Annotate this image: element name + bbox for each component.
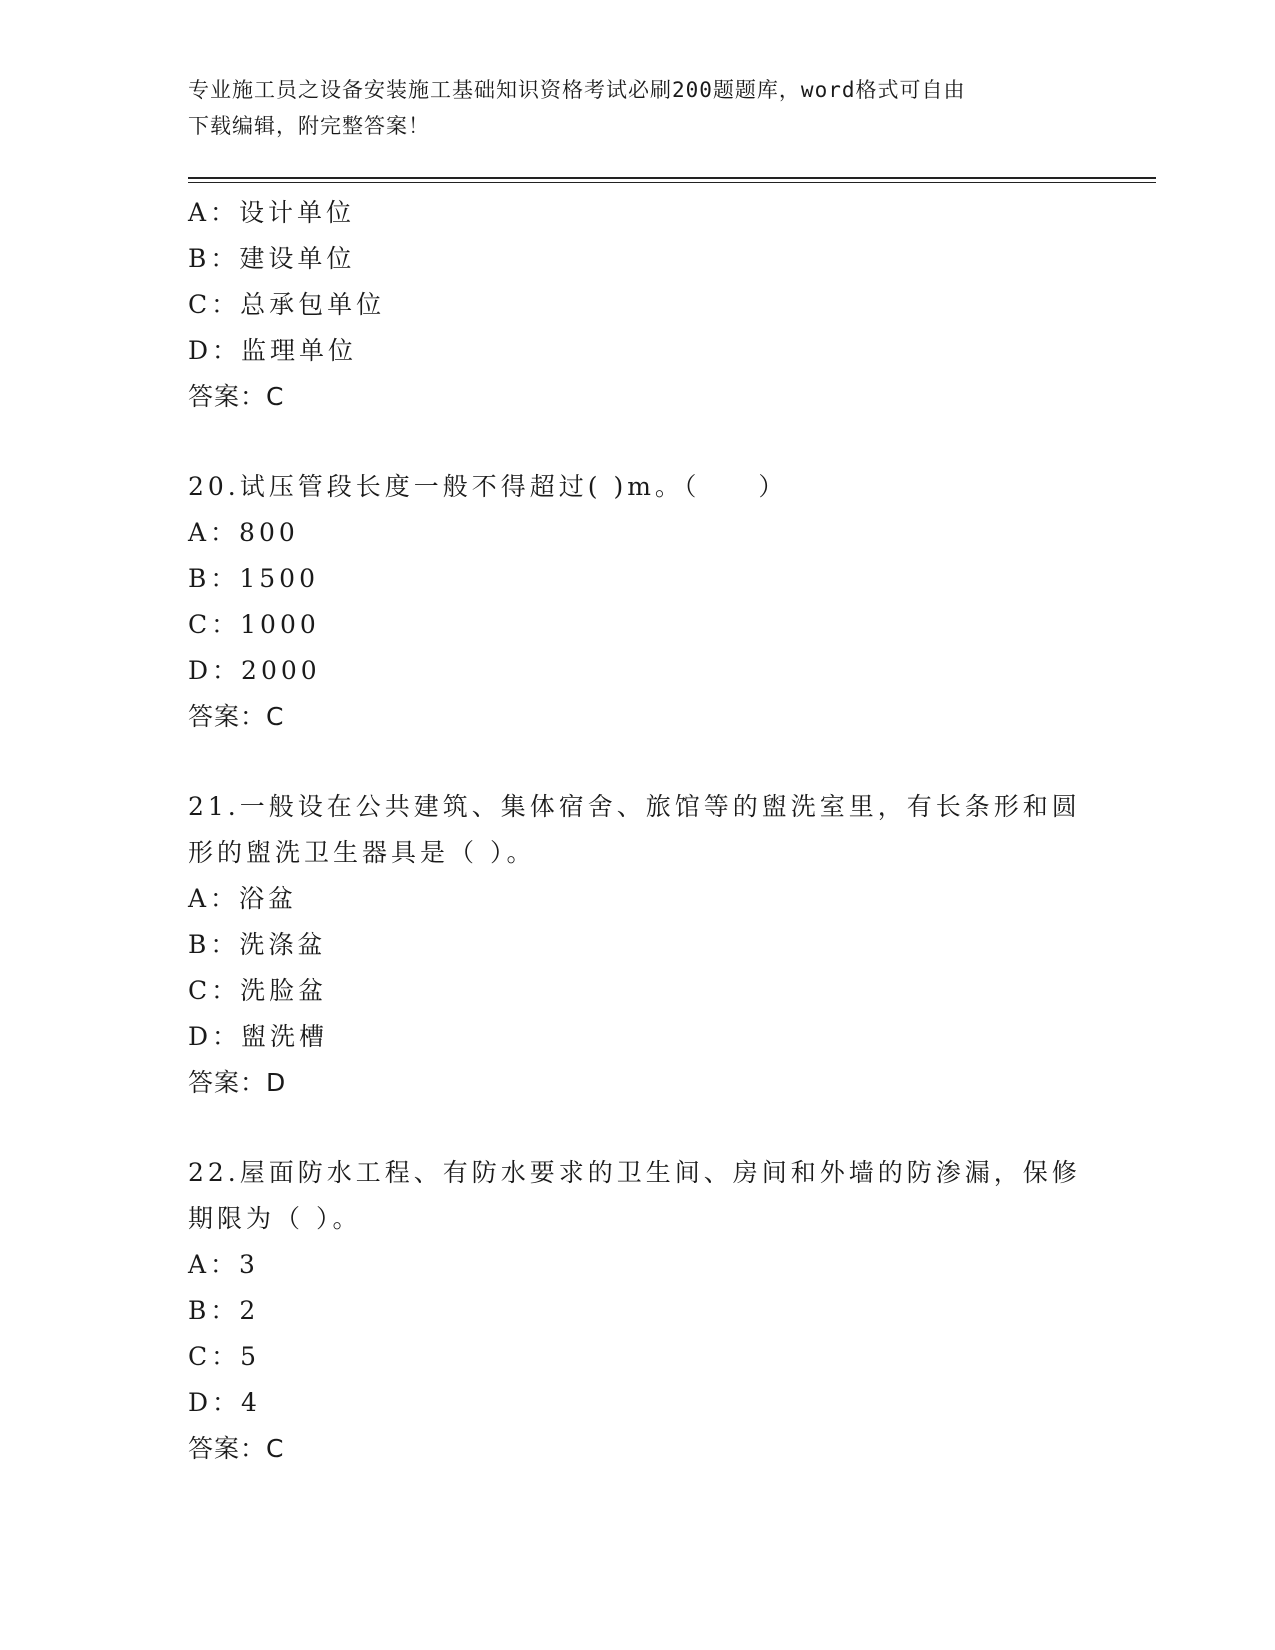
header-title-line-1: 专业施工员之设备安装施工基础知识资格考试必刷200题题库，word格式可自由: [188, 78, 966, 102]
spacer: [188, 740, 1088, 784]
question-text-line-1: 22.屋面防水工程、有防水要求的卫生间、房间和外墙的防渗漏，保修: [188, 1158, 1081, 1187]
question-22-block: [188, 1150, 1088, 1472]
option-c: C：总承包单位: [188, 290, 386, 319]
question-list: [188, 190, 1088, 1472]
answer-label: 答案：D: [188, 1068, 287, 1097]
document-header: [188, 72, 1088, 144]
option-d: D：盥洗槽: [188, 1022, 329, 1051]
question-text: 20.试压管段长度一般不得超过( )m。（ ）: [188, 472, 788, 501]
question-20-block: [188, 464, 1088, 740]
option-d: D：监理单位: [188, 336, 358, 365]
spacer: [188, 420, 1088, 464]
header-rule-thin: [188, 182, 1156, 183]
option-b: B：洗涤盆: [188, 930, 327, 959]
question-19-block: [188, 190, 1088, 420]
option-d: D：2000: [188, 656, 321, 685]
option-c: C：5: [188, 1342, 261, 1371]
option-b: B：建设单位: [188, 244, 356, 273]
question-text-line-2: 期限为（ ）。: [188, 1204, 362, 1233]
option-c: C：1000: [188, 610, 320, 639]
answer-label: 答案：C: [188, 1434, 285, 1463]
option-a: A：设计单位: [188, 198, 356, 227]
option-a: A：3: [188, 1250, 259, 1279]
question-21-block: [188, 784, 1088, 1106]
option-a: A：浴盆: [188, 884, 298, 913]
option-c: C：洗脸盆: [188, 976, 328, 1005]
option-d: D：4: [188, 1388, 261, 1417]
answer-label: 答案：C: [188, 702, 285, 731]
header-rule-thick: [188, 177, 1156, 179]
header-title-line-2: 下载编辑，附完整答案！: [188, 114, 430, 138]
option-b: B：2: [188, 1296, 260, 1325]
question-text-line-1: 21.一般设在公共建筑、集体宿舍、旅馆等的盥洗室里，有长条形和圆: [188, 792, 1081, 821]
answer-label: 答案：C: [188, 382, 285, 411]
spacer: [188, 1106, 1088, 1150]
question-text-line-2: 形的盥洗卫生器具是（ ）。: [188, 838, 536, 867]
option-a: A：800: [188, 518, 299, 547]
option-b: B：1500: [188, 564, 319, 593]
